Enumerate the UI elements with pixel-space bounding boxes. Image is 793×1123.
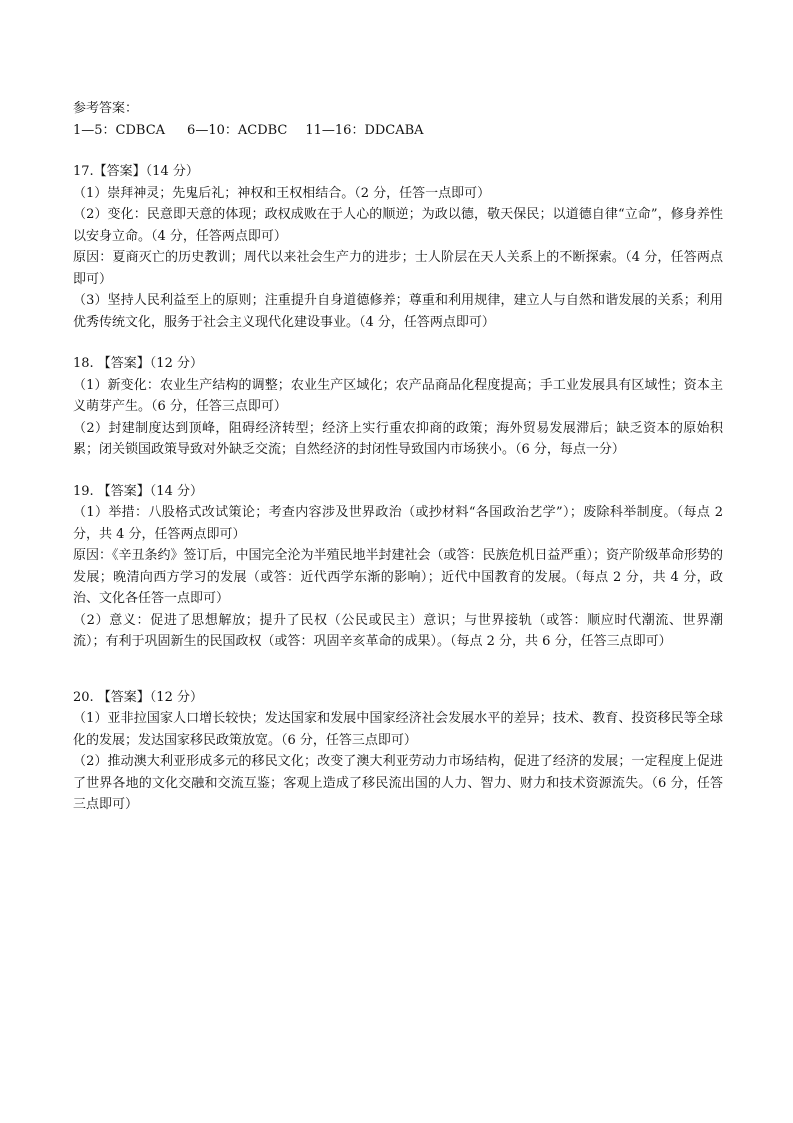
answer-key-title: 参考答案： xyxy=(73,101,139,116)
question-20-title: 20. 【答案】（12 分） xyxy=(73,689,203,705)
question-19-part-1: （1）举措：八股格式改试策论；考查内容涉及世界政治（或抄材料“各国政治艺学”）；废除科举制度。（每点 2 分，共 4 分，任答两点即可） xyxy=(73,505,723,542)
question-19-reason: 原因：《辛丑条约》签订后，中国完全沦为半殖民地半封建社会（或答：民族危机日益严重）；资产阶级革命形势的发展；晚清向西方学习的发展（或答：近代西学东渐的影响）；近代中国教育的发展。（每点 2 分，共 4 分，政治、文化各任答一点即可） xyxy=(73,548,724,606)
question-19-part-2: （2）意义：促进了思想解放；提升了民权（公民或民主）意识；与世界接轨（或答：顺应时代潮流、世界潮流）；有利于巩固新生的民国政权（或答：巩固辛亥革命的成果）。（每点 2 分，共 6 分，任答三点即可） xyxy=(73,612,723,649)
mcq-group-3: 11—16：DDCABA xyxy=(305,122,424,138)
question-19 xyxy=(73,481,723,653)
question-18-title: 18. 【答案】（12 分） xyxy=(73,356,203,371)
question-20 xyxy=(73,687,723,816)
question-20-part-2: （2）推动澳大利亚形成多元的移民文化；改变了澳大利亚劳动力市场结构，促进了经济的发展；一定程度上促进了世界各地的文化交融和交流互鉴；客观上造成了移民流出国的人力、智力、财力和技术资源流失。（6 分，任答三点即可） xyxy=(73,754,723,812)
question-19-title: 19. 【答案】（14 分） xyxy=(73,483,203,499)
question-20-part-1: （1）亚非拉国家人口增长较快；发达国家和发展中国家经济社会发展水平的差异；技术、教育、投资移民等全球化的发展；发达国家移民政策放宽。（6 分，任答三点即可） xyxy=(73,711,723,748)
mcq-group-1: 1—5：CDBCA xyxy=(73,122,166,138)
question-17-part-1: （1）崇拜神灵；先鬼后礼；神权和王权相结合。（2 分，任答一点即可） xyxy=(73,185,491,201)
question-18-part-1: （1）新变化：农业生产结构的调整；农业生产区域化；农产品商品化程度提高；手工业发展具有区域性；资本主义萌芽产生。（6 分，任答三点即可） xyxy=(73,377,723,414)
question-17-reason: 原因：夏商灭亡的历史教训；周代以来社会生产力的进步；士人阶层在天人关系上的不断探索。（4 分，任答两点即可） xyxy=(73,250,723,287)
question-18-part-2: （2）封建制度达到顶峰，阻碍经济转型；经济上实行重农抑商的政策；海外贸易发展滞后；缺乏资本的原始积累；闭关锁国政策导致对外缺乏交流；自然经济的封闭性导致国内市场狭小。（6 分，每点一分） xyxy=(73,420,723,457)
answer-key-page xyxy=(73,98,723,816)
multiple-choice-answers xyxy=(73,120,723,142)
question-17 xyxy=(73,161,723,333)
mcq-group-2: 6—10：ACDBC xyxy=(187,122,288,138)
question-17-title: 17.【答案】（14 分） xyxy=(73,164,199,179)
question-17-part-2: （2）变化：民意即天意的体现；政权成败在于人心的顺逆；为政以德，敬天保民；以道德自律“立命”，修身养性以安身立命。（4 分，任答两点即可） xyxy=(73,207,723,244)
question-17-part-3: （3）坚持人民利益至上的原则；注重提升自身道德修养；尊重和利用规律，建立人与自然和谐发展的关系；利用优秀传统文化，服务于社会主义现代化建设事业。（4 分，任答两点即可） xyxy=(73,293,723,330)
question-18 xyxy=(73,353,723,461)
